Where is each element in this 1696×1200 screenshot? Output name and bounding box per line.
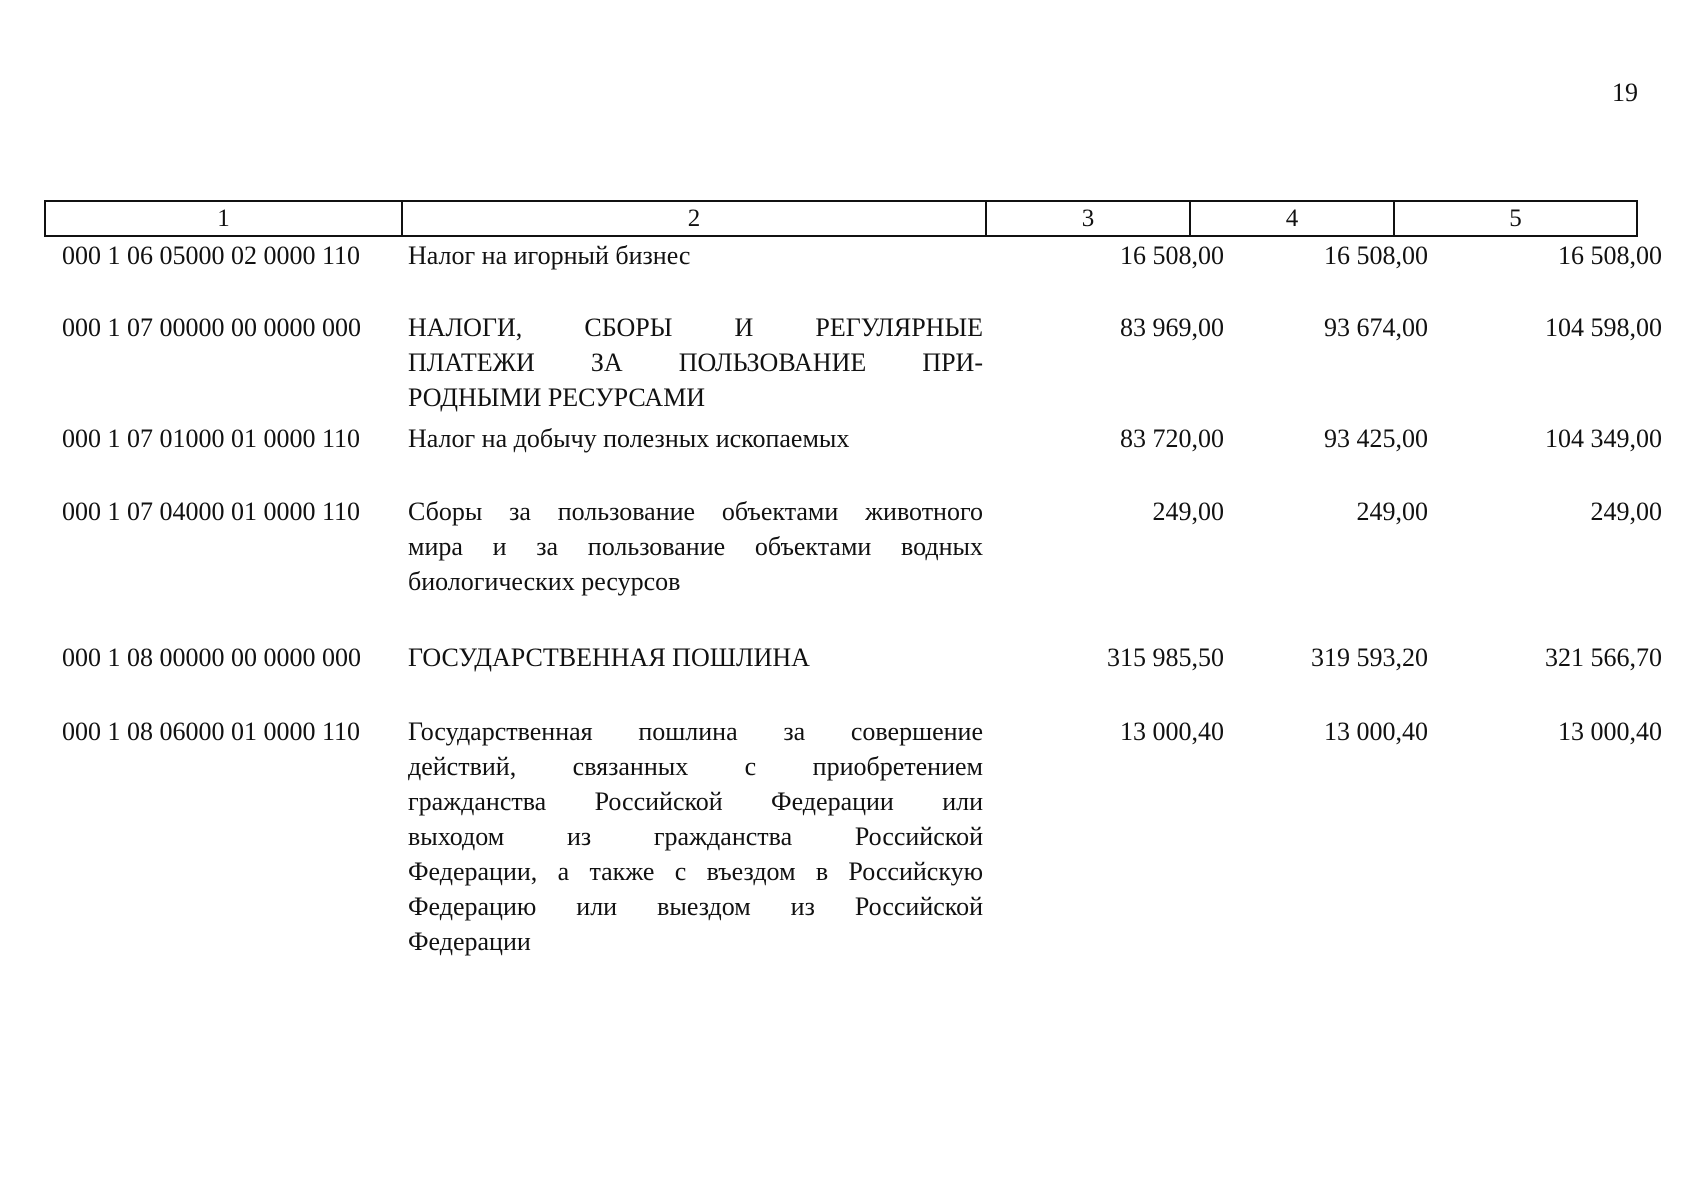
budget-code: 000 1 06 05000 02 0000 110: [62, 241, 361, 270]
amount-col3: 249,00: [1152, 497, 1224, 526]
revenue-name-line: Сборы за пользование объектами животного: [408, 497, 983, 526]
column-header-4: 4: [1190, 201, 1394, 236]
amount-col5: 16 508,00: [1558, 241, 1662, 270]
revenue-name-line: НАЛОГИ, СБОРЫ И РЕГУЛЯРНЫЕ: [408, 313, 983, 342]
revenue-name: [408, 494, 983, 599]
amount-col4: 319 593,20: [1311, 643, 1428, 672]
amount-col3: 16 508,00: [1120, 241, 1224, 270]
column-header-1: 1: [45, 201, 402, 236]
budget-code: 000 1 07 00000 00 0000 000: [62, 313, 361, 342]
amount-col3: 83 969,00: [1120, 313, 1224, 342]
revenue-name-line: РОДНЫМИ РЕСУРСАМИ: [408, 383, 706, 412]
revenue-name-line: ПЛАТЕЖИ ЗА ПОЛЬЗОВАНИЕ ПРИ-: [408, 348, 983, 377]
budget-code: 000 1 07 01000 01 0000 110: [62, 424, 361, 453]
budget-code: 000 1 08 06000 01 0000 110: [62, 717, 361, 746]
revenue-name-line: мира и за пользование объектами водных: [408, 532, 983, 561]
amount-col4: 249,00: [1356, 497, 1428, 526]
revenue-name-line: Налог на игорный бизнес: [408, 241, 691, 270]
revenue-name-line: Федерацию или выездом из Российской: [408, 892, 983, 921]
revenue-name-line: биологических ресурсов: [408, 567, 681, 596]
revenue-name-line: Федерации: [408, 927, 531, 956]
amount-col5: 104 598,00: [1545, 313, 1662, 342]
revenue-name-line: ГОСУДАРСТВЕННАЯ ПОШЛИНА: [408, 643, 810, 672]
revenue-name: [408, 640, 983, 675]
amount-col5: 13 000,40: [1558, 717, 1662, 746]
revenue-name-line: действий, связанных с приобретением: [408, 752, 983, 781]
revenue-name: [408, 421, 983, 456]
amount-col3: 315 985,50: [1107, 643, 1224, 672]
amount-col4: 16 508,00: [1324, 241, 1428, 270]
amount-col5: 249,00: [1590, 497, 1662, 526]
revenue-name: [408, 714, 983, 959]
budget-code: 000 1 08 00000 00 0000 000: [62, 643, 361, 672]
revenue-name: [408, 238, 983, 273]
page-number: 19: [1612, 78, 1638, 107]
table-header: [44, 200, 1638, 237]
amount-col4: 93 425,00: [1324, 424, 1428, 453]
column-header-3: 3: [986, 201, 1190, 236]
amount-col3: 13 000,40: [1120, 717, 1224, 746]
revenue-name-line: Государственная пошлина за совершение: [408, 717, 983, 746]
amount-col4: 13 000,40: [1324, 717, 1428, 746]
revenue-name-line: гражданства Российской Федерации или: [408, 787, 983, 816]
revenue-name-line: Налог на добычу полезных ископаемых: [408, 424, 850, 453]
revenue-name: [408, 310, 983, 415]
revenue-name-line: выходом из гражданства Российской: [408, 822, 983, 851]
budget-code: 000 1 07 04000 01 0000 110: [62, 497, 361, 526]
amount-col3: 83 720,00: [1120, 424, 1224, 453]
column-header-5: 5: [1394, 201, 1637, 236]
revenue-name-line: Федерации, а также с въездом в Российскую: [408, 857, 983, 886]
amount-col5: 321 566,70: [1545, 643, 1662, 672]
amount-col5: 104 349,00: [1545, 424, 1662, 453]
amount-col4: 93 674,00: [1324, 313, 1428, 342]
column-header-2: 2: [402, 201, 986, 236]
